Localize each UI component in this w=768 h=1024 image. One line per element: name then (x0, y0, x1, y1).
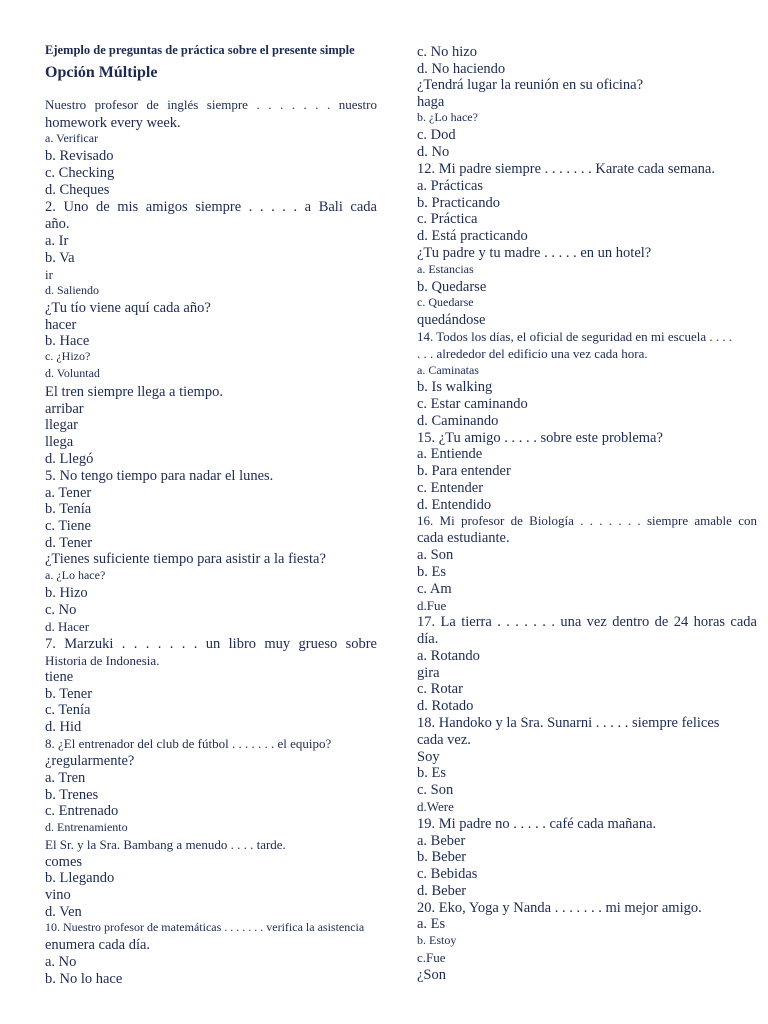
text-line: c. Quedarse (417, 295, 474, 309)
text-line: 5. No tengo tiempo para nadar el lunes. (45, 468, 274, 484)
text-line: c. Bebidas (417, 866, 478, 882)
text-line: d. Tener (45, 535, 93, 551)
text-line: 17. La tierra . . . . . . . una vez dentro de 24 horas cada (417, 614, 757, 630)
text-line: año. (45, 216, 70, 232)
text-line: c. Rotar (417, 681, 463, 697)
text-line: a. Ir (45, 233, 69, 249)
text-line: El Sr. y la Sra. Bambang a menudo . . . . tarde. (45, 837, 286, 852)
text-line: ¿Tu tío viene aquí cada año? (45, 300, 211, 316)
text-line: 7. Marzuki . . . . . . . un libro muy grueso sobre (45, 636, 377, 652)
text-line: c. Son (417, 782, 454, 798)
text-line: c. No (45, 602, 77, 618)
text-line: d. Saliendo (45, 283, 99, 297)
text-line: b. Para entender (417, 463, 511, 479)
text-line: a. Entiende (417, 446, 483, 462)
text-line: a. No (45, 954, 77, 970)
text-line: b. Is walking (417, 379, 493, 395)
text-line: ¿Tu padre y tu madre . . . . . en un hotel? (417, 245, 652, 261)
text-line: vino (45, 887, 71, 903)
text-line: cada vez. (417, 732, 471, 748)
text-line: c. Checking (45, 165, 115, 181)
text-line: quedándose (417, 312, 486, 328)
text-line: Nuestro profesor de inglés siempre . . . . . . . nuestro (45, 97, 377, 112)
text-line: 12. Mi padre siempre . . . . . . . Karate cada semana. (417, 161, 715, 177)
text-line: enumera cada día. (45, 937, 151, 953)
text-line: c. Estar caminando (417, 396, 528, 412)
text-line: a. Tren (45, 770, 86, 786)
text-line: 14. Todos los días, el oficial de seguridad en mi escuela . . . . (417, 329, 733, 344)
text-line: a. Estancias (417, 262, 474, 276)
text-line: b. Va (45, 250, 75, 266)
text-line: d. Está practicando (417, 228, 528, 244)
text-line: c. Tiene (45, 518, 91, 534)
page-title: Opción Múltiple (45, 64, 158, 81)
text-line: b. Trenes (45, 787, 99, 803)
text-line: comes (45, 854, 83, 870)
text-line: a. Prácticas (417, 178, 484, 194)
text-line: b. Hace (45, 333, 90, 349)
text-line: b. Es (417, 765, 446, 781)
text-line: a. Rotando (417, 648, 480, 664)
text-line: día. (417, 631, 439, 647)
text-line: d. No haciendo (417, 61, 506, 77)
text-line: b. Tener (45, 686, 93, 702)
text-line: ¿Tienes suficiente tiempo para asistir a la fiesta? (45, 551, 326, 567)
text-line: cada estudiante. (417, 530, 510, 546)
text-line: c.Fue (417, 950, 446, 965)
text-line: b. Hizo (45, 585, 88, 601)
text-line: d. Beber (417, 883, 467, 899)
text-line: ¿Tendrá lugar la reunión en su oficina? (417, 77, 644, 93)
text-line: a. Son (417, 547, 454, 563)
text-line: b. No lo hace (45, 971, 123, 987)
text-line: b. Beber (417, 849, 467, 865)
text-line: b. Estoy (417, 933, 457, 947)
text-line: 8. ¿El entrenador del club de fútbol . . . . . . . el equipo? (45, 736, 332, 751)
text-line: d. Entrenamiento (45, 820, 128, 834)
text-line: b. Tenía (45, 501, 92, 517)
text-line: d. Cheques (45, 182, 110, 198)
text-line: 19. Mi padre no . . . . . café cada mañana. (417, 816, 657, 832)
text-line: 20. Eko, Yoga y Nanda . . . . . . . mi mejor amigo. (417, 900, 702, 916)
text-line: d.Fue (417, 598, 447, 613)
text-line: c. Dod (417, 127, 456, 143)
text-line: d. Rotado (417, 698, 474, 714)
text-line: El tren siempre llega a tiempo. (45, 384, 223, 400)
text-line: ¿regularmente? (45, 753, 135, 769)
text-line: a. Verificar (45, 131, 99, 145)
text-line: llegar (45, 417, 79, 433)
text-line: c. Am (417, 581, 452, 597)
text-line: d. No (417, 144, 450, 160)
text-line: 18. Handoko y la Sra. Sunarni . . . . . siempre felices (417, 715, 720, 731)
text-line: c. Práctica (417, 211, 478, 227)
text-line: b. Quedarse (417, 279, 487, 295)
text-line: homework every week. (45, 115, 181, 131)
text-line: a. Beber (417, 833, 466, 849)
text-line: b. ¿Lo hace? (417, 110, 478, 124)
text-line: d.Were (417, 799, 454, 814)
text-line: b. Revisado (45, 148, 114, 164)
text-line: b. Llegando (45, 870, 115, 886)
text-line: llega (45, 434, 74, 450)
text-line: a. ¿Lo hace? (45, 568, 106, 582)
text-line: ¿Son (417, 967, 446, 983)
text-line: a. Caminatas (417, 363, 479, 377)
text-line: ir (45, 267, 53, 282)
text-line: b. Practicando (417, 195, 500, 211)
text-line: b. Es (417, 564, 446, 580)
text-line: a. Es (417, 916, 446, 932)
text-line: hacer (45, 317, 77, 333)
text-line: 15. ¿Tu amigo . . . . . sobre este problema? (417, 430, 663, 446)
text-line: haga (417, 94, 445, 110)
text-line: a. Tener (45, 485, 92, 501)
text-line: d. Voluntad (45, 366, 100, 380)
text-line: arribar (45, 401, 84, 417)
text-line: c. Tenía (45, 702, 91, 718)
text-line: Historia de Indonesia. (45, 653, 160, 668)
text-line: c. No hizo (417, 44, 477, 60)
text-line: d. Caminando (417, 413, 499, 429)
text-line: 2. Uno de mis amigos siempre . . . . . a Bali cada (45, 199, 377, 215)
text-line: d. Hacer (45, 619, 90, 634)
text-line: Soy (417, 749, 440, 765)
text-line: 16. Mi profesor de Biología . . . . . . . siempre amable con (417, 513, 757, 528)
text-line: . . . alrededor del edificio una vez cada hora. (417, 346, 648, 361)
text-line: c. ¿Hizo? (45, 349, 91, 363)
text-line: 10. Nuestro profesor de matemáticas . . . . . . . verifica la asistencia (45, 920, 365, 934)
text-line: d. Hid (45, 719, 82, 735)
text-line: d. Llegó (45, 451, 94, 467)
text-line: d. Ven (45, 904, 82, 920)
text-line: tiene (45, 669, 74, 685)
text-line: d. Entendido (417, 497, 492, 513)
text-line: c. Entender (417, 480, 484, 496)
text-line: c. Entrenado (45, 803, 119, 819)
page-subtitle: Ejemplo de preguntas de práctica sobre el presente simple (45, 43, 355, 57)
text-line: gira (417, 665, 440, 681)
